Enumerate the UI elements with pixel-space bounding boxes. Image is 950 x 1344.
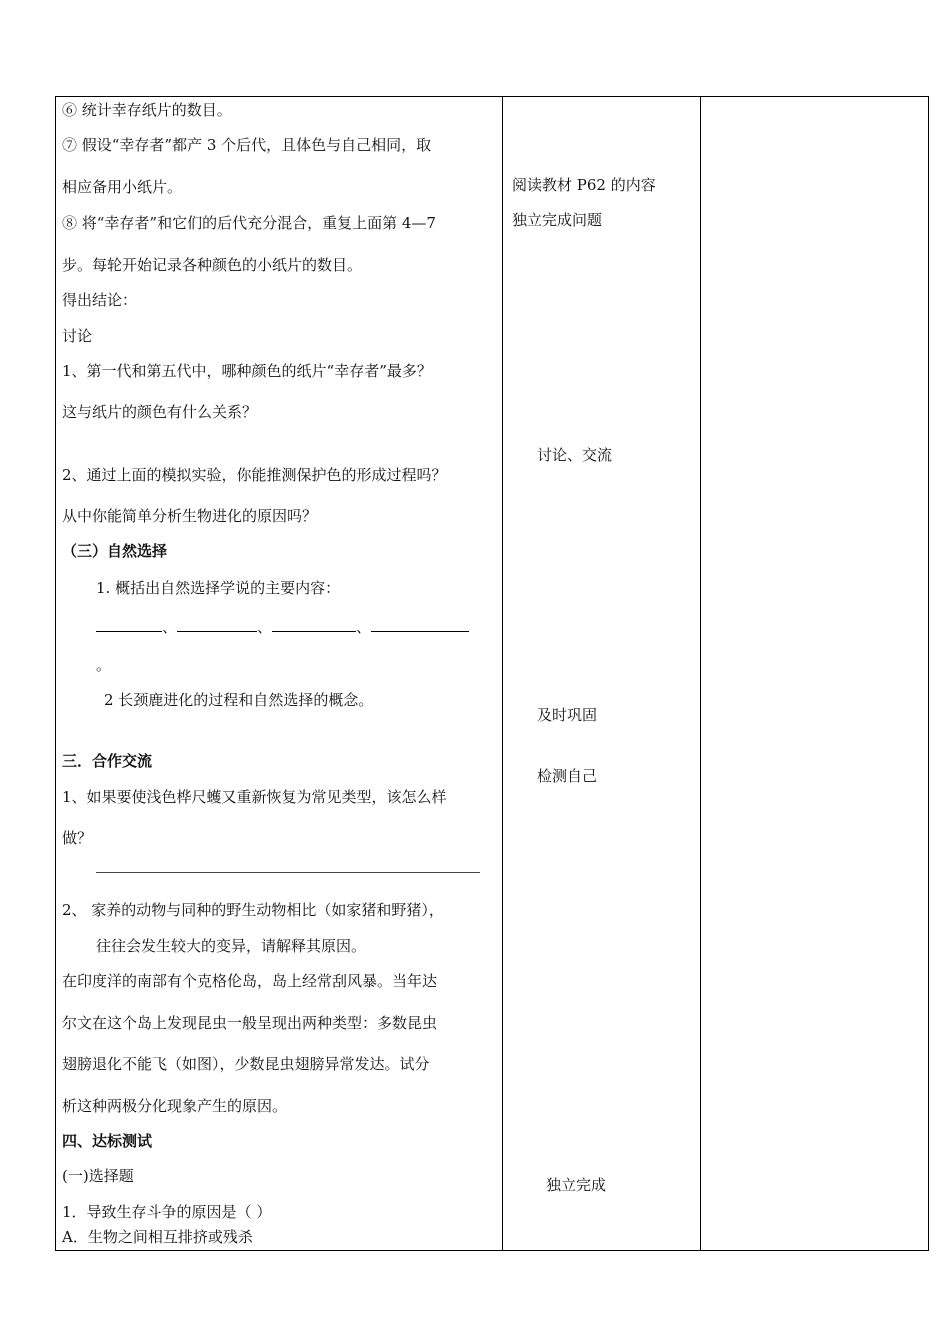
- cooperation-question-1-line-2: 做？: [62, 829, 93, 847]
- cooperation-question-1-line-1: 1、如果要使浅色桦尺蠖又重新恢复为常见类型，该怎么样: [62, 788, 447, 806]
- natural-selection-question-1: 1. 概括出自然选择学说的主要内容：: [96, 579, 341, 597]
- timely-consolidation-note: 及时巩固: [537, 706, 598, 724]
- kerguelen-paragraph-line-1: 在印度洋的南部有个克格伦岛，岛上经常刮风暴。当年达: [62, 972, 438, 990]
- kerguelen-paragraph-line-2: 尔文在这个岛上发现昆虫一般呈现出两种类型：多数昆虫: [62, 1014, 438, 1032]
- discussion-label: 讨论: [62, 327, 93, 345]
- question-1-line-2: 这与纸片的颜色有什么关系？: [62, 403, 258, 421]
- question-2-line-2: 从中你能简单分析生物进化的原因吗？: [62, 507, 318, 525]
- question-2-line-1: 2、通过上面的模拟实验，你能推测保护色的形成过程吗？: [62, 466, 447, 484]
- cooperation-question-2-line-1: 2、 家养的动物与同种的野生动物相比（如家猪和野猪），: [62, 901, 444, 919]
- complete-independently-note: 独立完成: [546, 1176, 607, 1194]
- read-textbook-note: 阅读教材 P62 的内容: [512, 176, 656, 194]
- part-3-title: 三．合作交流: [62, 752, 153, 770]
- blank-separator: 、: [257, 618, 273, 636]
- step-6: ⑥ 统计幸存纸片的数目。: [62, 101, 232, 119]
- step-8-line-2: 步。每轮开始记录各种颜色的小纸片的数目。: [62, 256, 363, 274]
- fill-in-blanks: [96, 617, 469, 637]
- blanks-period: 。: [96, 656, 112, 674]
- step-8-line-1: ⑧ 将“幸存者”和它们的后代充分混合，重复上面第 4—7: [62, 214, 436, 232]
- natural-selection-question-2: 2 长颈鹿进化的过程和自然选择的概念。: [104, 691, 374, 709]
- multiple-choice-option-a: A．生物之间相互排挤或残杀: [62, 1228, 253, 1246]
- section-natural-selection-title: （三）自然选择: [62, 542, 168, 560]
- kerguelen-paragraph-line-3: 翅膀退化不能飞（如图），少数昆虫翅膀异常发达。试分: [62, 1055, 430, 1073]
- question-1-line-1: 1、第一代和第五代中，哪种颜色的纸片“幸存者”最多？: [62, 362, 432, 380]
- cooperation-question-2-line-2: 往往会发生较大的变异，请解释其原因。: [96, 937, 367, 955]
- kerguelen-paragraph-line-4: 析这种两极分化现象产生的原因。: [62, 1097, 288, 1115]
- answer-blank-4[interactable]: [371, 617, 469, 632]
- step-7-line-2: 相应备用小纸片。: [62, 178, 183, 196]
- answer-blank-1[interactable]: [96, 617, 162, 632]
- multiple-choice-title: (一)选择题: [62, 1167, 134, 1185]
- self-check-note: 检测自己: [537, 767, 598, 785]
- answer-blank-3[interactable]: [272, 617, 356, 632]
- answer-line[interactable]: [96, 872, 480, 873]
- multiple-choice-question-1: 1．导致生存斗争的原因是（ ）: [62, 1203, 272, 1221]
- column-divider-1: [502, 97, 503, 1250]
- part-4-title: 四、达标测试: [62, 1132, 153, 1150]
- discuss-exchange-note: 讨论、交流: [537, 446, 613, 464]
- blank-separator: 、: [162, 618, 178, 636]
- blank-separator: 、: [356, 618, 372, 636]
- step-7-line-1: ⑦ 假设“幸存者”都产 3 个后代，且体色与自己相同，取: [62, 136, 432, 154]
- conclusion-label: 得出结论：: [62, 291, 138, 309]
- column-divider-2: [700, 97, 701, 1250]
- answer-blank-2[interactable]: [177, 617, 257, 632]
- independent-questions-note: 独立完成问题: [512, 211, 603, 229]
